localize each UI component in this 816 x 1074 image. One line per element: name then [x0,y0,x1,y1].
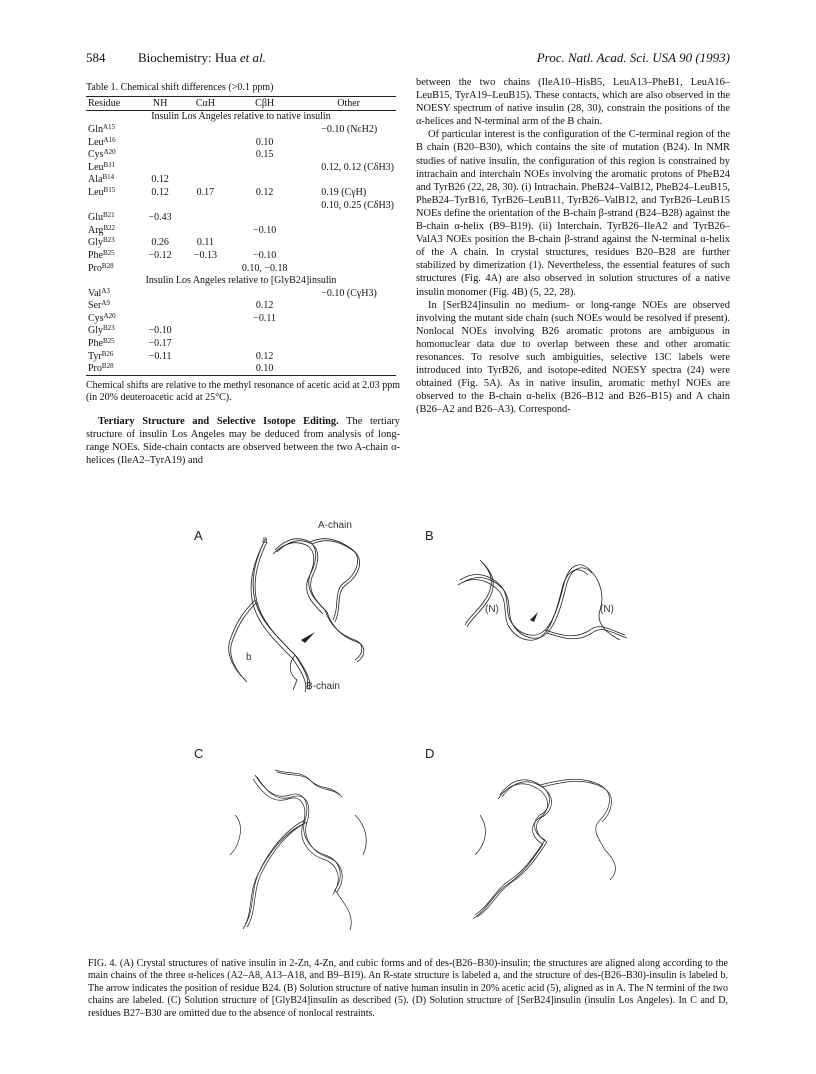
ca-cell [183,337,228,350]
ca-cell [183,199,228,212]
ca-cell [183,350,228,363]
other-cell [301,312,396,325]
table-section-header [86,110,396,123]
residue-cell: Tyr$^{B26}$ [88,349,114,362]
other-cell [301,249,396,262]
cb-cell [228,237,301,250]
other-cell [301,350,396,363]
residue-cell: Cys$^{A20}$ [88,311,116,324]
other-cell: −0.10 (NεH2) [321,123,378,135]
nh-cell [137,199,182,212]
table-row [86,362,396,375]
other-cell: 0.10, 0.25 (CδH3) [321,199,394,211]
cb-cell: −0.10 [253,249,277,261]
table-row [86,211,396,224]
nh-cell: 0.12 [151,174,169,186]
left-paragraph-text: The tertiary structure of insulin Los Angeles may be deduced from analysis of long-range NOEs. Side-chain contacts are observed between the two A-chain α-helices (IleA2–TyrA19) and [86,416,400,467]
cb-cell: 0.12 [255,300,274,312]
nh-cell [137,312,182,325]
ca-cell [183,262,228,275]
label-b: b [246,652,252,663]
nh-cell [137,161,182,174]
table-row [86,262,396,275]
nh-cell: −0.12 [148,249,172,261]
residue-cell: Arg$^{B22}$ [88,223,116,236]
cb-cell: −0.11 [253,312,277,324]
other-cell [301,237,396,250]
panel-label-b: B [425,528,434,543]
right-paragraph-2: Of particular interest is the configuration of the C-terminal region of the B chain (B20–B30), which contains the site of mutation (B24). In NMR studies of native insulin, the configuration of this region is constrained by intrachain and interchain NOEs involving the aromatic protons of PheB24 and TyrB26 (22, 28, 30). (i) Intrachain. PheB24–ValB12, PheB24–LeuB15, PheB24–TyrB16, TyrB26–LeuB11, TyrB26–ValB12, and TyrB26–LeuB15 NOEs define the orientation of the B-chain β-strand (B24–B28) against the B-chain α-helix (B9–B19). (ii) Interchain. TyrB26–IleA2 and TyrB26–ValA3 NOEs position the B-chain β-strand against the N-terminal α-helix of the A chain. In crystal structures, residues B20–B28 are further stabilized by dimerization (1). Nevertheless, the essential features of such structures (Fig. 4A) are also observed in solution structures of a native insulin monomer (Fig. 4B) (5, 22, 28). [416,129,730,298]
residue-cell [86,199,137,212]
other-cell [301,148,396,161]
other-cell [301,300,396,313]
residue-cell: Leu$^{B11}$ [88,160,115,173]
table-row [86,199,396,212]
table-row [86,350,396,363]
cb-cell [228,211,301,224]
nh-cell [137,224,182,237]
cb-cell: 0.10, −0.18 [241,262,288,274]
residue-cell: Pro$^{B28}$ [86,362,137,375]
section-label: Insulin Los Angeles relative to native insulin [151,111,331,123]
right-paragraph-1: between the two chains (IleA10–HisB5, LeuA13–PheB1, LeuA16–LeuB15, TyrA19–LeuB15). These contacts, which are also observed in the NOESY spectrum of native insulin (28, 30), constrain the positions of the α-helices and N-terminal arm of the B chain. [416,77,730,128]
n-terminus-label-2: (N) [600,604,614,615]
residue-cell: Gln$^{A15}$ [88,122,116,135]
cb-cell: 0.15 [255,149,274,161]
left-body-text [86,415,400,467]
table-footnote: Chemical shifts are relative to the methyl resonance of acetic acid at 2.03 ppm (in 20% deuteroacetic acid at 25°C). [86,380,400,404]
ca-cell [183,224,228,237]
cb-cell [228,337,301,350]
left-paragraph [86,415,400,467]
other-cell [301,224,396,237]
residue-cell: Pro$^{B28}$ [88,261,114,274]
b24-arrow [301,632,315,643]
section-label: Insulin Los Angeles relative to [GlyB24]insulin [145,275,337,287]
running-head-section: Biochemistry: Hua [138,50,237,65]
residue-cell: Gly$^{B23}$ [88,324,115,337]
col-cbh: CβH [228,97,301,111]
other-cell [301,136,396,149]
ca-cell [183,148,228,161]
cb-cell [228,199,301,212]
ca-cell [183,136,228,149]
page-number: 584 [86,50,106,65]
ca-cell [183,362,228,375]
table-row [86,224,396,237]
panel-c-structure [215,755,415,945]
running-head-etal: et al. [239,50,266,65]
table-row [86,161,396,174]
running-head [138,50,266,66]
figure-caption: FIG. 4. (A) Crystal structures of native insulin in 2-Zn, 4-Zn, and cubic forms and of des-(B26–B30)-insulin; the structures are aligned along according to the main chains of the three α-helices (A2–A8, A13–A18, and B9–B19). An R-state structure is labeled a, and the structure of des-(B26–B30)-insulin is labeled b. The arrow indicates the position of residue B24. (B) Solution structure of native human insulin in 20% acetic acid (5), aligned as in A. The N termini of the two chains are labeled. (C) Solution structure of [GlyB24]insulin as described (5). (D) Solution structure of [SerB24]insulin (insulin Los Angeles). In C and D, residues B27–B30 are omitted due to the absence of nonlocal restraints. [88,958,728,1019]
panel-label-a: A [194,528,203,543]
other-cell [301,262,396,275]
table-row [86,325,396,338]
table-row [86,312,396,325]
cb-cell [228,174,301,187]
n-terminus-label-1: (N) [485,604,499,615]
table-title: Table 1. Chemical shift differences (>0.1 ppm) [86,82,274,93]
table-row [86,136,396,149]
label-a: a [262,535,268,546]
cb-cell: 0.12 [255,186,274,198]
panel-d-structure [440,755,650,945]
cb-cell: 0.10 [228,362,301,375]
residue-cell: Val$^{A3}$ [88,286,110,299]
ca-cell [183,300,228,313]
cb-cell [228,325,301,338]
cb-cell: 0.12 [255,350,274,362]
other-cell [301,211,396,224]
ca-cell [183,174,228,187]
nh-cell [137,262,182,275]
nh-cell: −0.17 [148,338,172,350]
col-nh: NH [137,97,182,111]
cb-cell [228,123,301,136]
other-cell [301,174,396,187]
ca-cell [183,325,228,338]
residue-cell: Leu$^{A16}$ [88,135,116,148]
table-row [86,186,396,199]
other-cell: −0.10 (CγH3) [321,287,377,299]
ca-cell [183,161,228,174]
ca-cell [183,211,228,224]
section-heading: Tertiary Structure and Selective Isotope Editing. [98,416,339,427]
cb-cell [228,161,301,174]
table-row [86,337,396,350]
other-cell: 0.12, 0.12 (CδH3) [321,161,394,173]
col-other: Other [301,97,396,111]
residue-cell: Phe$^{B25}$ [88,248,115,261]
table-row [86,300,396,313]
a-chain-label: A-chain [318,520,352,531]
nh-cell: 0.12 [151,186,169,198]
ca-cell: −0.13 [193,249,217,261]
chemical-shift-table [86,96,396,376]
ca-cell: 0.17 [196,186,215,198]
cb-cell: 0.10 [255,136,274,148]
ca-cell [183,312,228,325]
nh-cell: 0.26 [151,237,169,249]
nh-cell: −0.10 [148,325,172,337]
nh-cell [137,362,182,375]
panel-b-structure [450,540,650,690]
b-chain-label: B-chain [306,681,340,692]
table-row [86,287,396,300]
residue-cell: Glu$^{B21}$ [88,211,115,224]
col-cah: CαH [183,97,228,111]
other-cell: 0.19 (CγH) [321,186,367,198]
panel-label-c: C [194,746,204,761]
nh-cell [137,123,182,136]
ca-cell [183,123,228,136]
cb-cell [228,287,301,300]
other-cell [301,337,396,350]
panel-label-d: D [425,746,435,761]
ca-cell: 0.11 [196,237,214,249]
table-1 [86,82,400,405]
residue-cell: Ala$^{B14}$ [88,173,115,186]
nh-cell [137,287,182,300]
col-residue: Residue [86,97,137,111]
journal-ref: Proc. Natl. Acad. Sci. USA 90 (1993) [536,50,730,65]
table-row [86,174,396,187]
nh-cell [137,148,182,161]
residue-cell: Gly$^{B23}$ [88,236,115,249]
other-cell [301,362,396,375]
panel-a-structure [215,520,415,700]
residue-cell: Ser$^{A9}$ [88,299,110,312]
table-row [86,237,396,250]
table-section-header [86,274,396,287]
table-row [86,123,396,136]
table-row [86,249,396,262]
other-cell [301,325,396,338]
table-row [86,148,396,161]
nh-cell: −0.43 [148,212,172,224]
right-paragraph-3: In [SerB24]insulin no medium- or long-range NOEs are observed involving the mutant side chain (such NOEs would be resolved if present). Nonlocal NOEs involving B26 aromatic protons are ambiguous in homonuclear data due to overlap between these and other aromatic resonances. To resolve such ambiguities, selective 13C labels were introduced into TyrB26, and isotope-edited NOESY spectra (24) were obtained (Fig. 5A). As in native insulin, aromatic methyl NOEs are observed to the B-chain α-helix (B26–B12 and B26–B15) and A chain (B26–A2 and B26–A3). Correspond- [416,299,730,416]
residue-cell: Leu$^{B15}$ [88,185,116,198]
nh-cell [137,300,182,313]
residue-cell: Phe$^{B25}$ [88,337,115,350]
right-body-text [416,76,730,416]
nh-cell: −0.11 [148,350,172,362]
residue-cell: Cys$^{A20}$ [88,148,116,161]
nh-cell [137,136,182,149]
cb-cell: −0.10 [253,224,277,236]
ca-cell [183,287,228,300]
